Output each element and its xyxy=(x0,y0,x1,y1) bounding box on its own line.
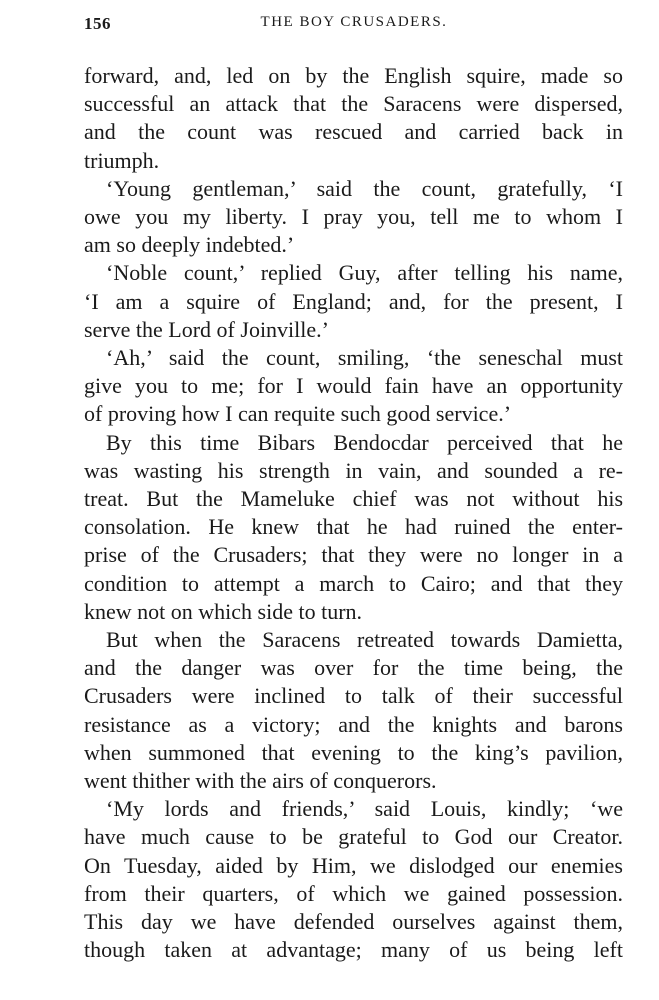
text-line: am so deeply indebted.’ xyxy=(84,232,295,258)
paragraph xyxy=(84,429,623,626)
text-line: ‘I am a squire of England; and, for the present, I xyxy=(84,288,623,314)
text-line: owe you my liberty. I pray you, tell me to whom I xyxy=(84,204,623,230)
paragraph xyxy=(84,259,623,344)
text-line: triumph. xyxy=(84,147,160,173)
text-line: knew not on which side to turn. xyxy=(84,598,363,624)
text-line: and the count was rescued and carried back in xyxy=(84,119,623,145)
text-line: treat. But the Mameluke chief was not without his xyxy=(84,486,623,512)
text-line: prise of the Crusaders; that they were no longer in a xyxy=(84,542,623,568)
page-number: 156 xyxy=(84,14,111,33)
text-line: when summoned that evening to the king’s pavilion, xyxy=(84,739,623,765)
paragraph xyxy=(84,626,623,795)
paragraph xyxy=(84,795,623,964)
text-line: resistance as a victory; and the knights and barons xyxy=(84,711,623,737)
paragraph xyxy=(84,344,623,429)
text-line: give you to me; for I would fain have an opportunity xyxy=(84,373,623,399)
body-text xyxy=(84,62,623,965)
text-line: ‘My lords and friends,’ said Louis, kindly; ‘we xyxy=(106,796,623,822)
text-line: of proving how I can requite such good service.’ xyxy=(84,401,512,427)
text-line: from their quarters, of which we gained possession. xyxy=(84,880,623,906)
text-line: serve the Lord of Joinville.’ xyxy=(84,316,329,342)
text-line: successful an attack that the Saracens were dispersed, xyxy=(84,91,623,117)
running-title: THE BOY CRUSADERS. xyxy=(260,14,448,30)
text-line: consolation. He knew that he had ruined the enter- xyxy=(84,514,623,540)
text-line: and the danger was over for the time being, the xyxy=(84,655,623,681)
text-line: This day we have defended ourselves against them, xyxy=(84,909,623,935)
text-line: But when the Saracens retreated towards Damietta, xyxy=(106,627,623,653)
text-line: though taken at advantage; many of us being left xyxy=(84,937,623,963)
text-line: Crusaders were inclined to talk of their successful xyxy=(84,683,623,709)
text-line: forward, and, led on by the English squire, made so xyxy=(84,63,623,88)
text-line: On Tuesday, aided by Him, we dislodged our enemies xyxy=(84,852,623,878)
text-line: have much cause to be grateful to God our Creator. xyxy=(84,824,623,850)
text-line: was wasting his strength in vain, and sounded a re- xyxy=(84,457,623,483)
page-header xyxy=(84,14,624,44)
text-line: By this time Bibars Bendocdar perceived that he xyxy=(106,429,623,455)
paragraph xyxy=(84,62,623,175)
text-line: ‘Young gentleman,’ said the count, gratefully, ‘I xyxy=(106,175,623,201)
text-line: ‘Ah,’ said the count, smiling, ‘the seneschal must xyxy=(106,345,623,371)
text-line: ‘Noble count,’ replied Guy, after telling his name, xyxy=(106,260,623,286)
text-line: went thither with the airs of conquerors. xyxy=(84,768,437,794)
paragraph xyxy=(84,175,623,260)
text-line: condition to attempt a march to Cairo; and that they xyxy=(84,570,623,596)
